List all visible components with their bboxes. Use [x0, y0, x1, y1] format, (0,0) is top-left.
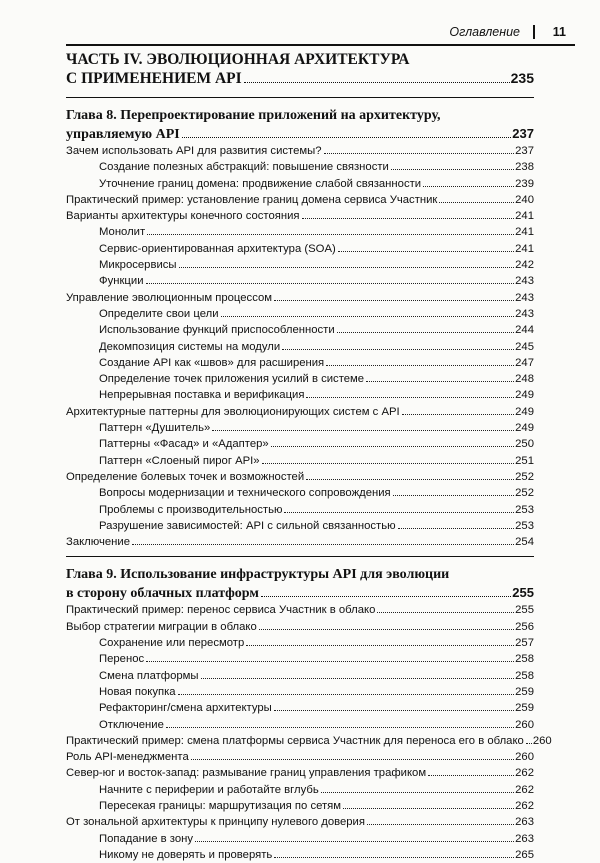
toc-entry-title: От зональной архитектуры к принципу нулевого доверия — [66, 816, 365, 829]
toc-entry-page: 257 — [515, 637, 534, 650]
part-separator-rule — [66, 97, 534, 98]
toc-entry[interactable] — [66, 257, 534, 273]
toc-entry[interactable] — [66, 159, 534, 175]
leader-dots — [282, 349, 514, 350]
toc-entry[interactable] — [66, 749, 534, 765]
toc-entry-page: 245 — [515, 340, 534, 353]
chapter-9-page: 255 — [512, 584, 534, 600]
toc-entry[interactable] — [66, 485, 534, 501]
leader-dots — [306, 397, 514, 398]
leader-dots — [526, 743, 532, 744]
toc-entry-title: Микросервисы — [99, 259, 177, 272]
toc-entry-page: 242 — [515, 259, 534, 272]
toc-entry-title: Новая покупка — [99, 685, 176, 698]
toc-entry-title: Монолит — [99, 226, 146, 239]
leader-dots — [191, 759, 514, 760]
toc-entry[interactable] — [66, 502, 534, 518]
leader-dots — [274, 857, 514, 858]
toc-entry[interactable] — [66, 619, 534, 635]
toc-entry[interactable] — [66, 208, 534, 224]
running-header — [0, 22, 600, 44]
leader-dots — [244, 82, 510, 83]
toc-entry[interactable] — [66, 143, 534, 159]
toc-entry-title: Уточнение границ домена: продвижение слабой связанности — [99, 177, 422, 190]
part-4-page: 235 — [510, 70, 534, 86]
toc-entry-title: Варианты архитектуры конечного состояния — [66, 210, 300, 223]
toc-entry-title: Практический пример: установление границ домена сервиса Участник — [66, 193, 438, 206]
toc-entry[interactable] — [66, 453, 534, 469]
leader-dots — [132, 544, 514, 545]
toc-entry-page: 256 — [515, 620, 534, 633]
toc-entry-title: Практический пример: смена платформы сервиса Участник для переноса его в облако — [66, 734, 524, 747]
toc-entry-page: 249 — [515, 389, 534, 402]
toc-entry-title: Паттерн «Душитель» — [99, 422, 211, 435]
toc-entry[interactable] — [66, 387, 534, 403]
part-4-title-line2: С ПРИМЕНЕНИЕМ API — [66, 70, 242, 87]
toc-entry[interactable] — [66, 534, 534, 550]
toc-entry-page: 248 — [515, 373, 534, 386]
toc-entry-page: 265 — [515, 848, 534, 861]
toc-entry-title: Рефакторинг/смена архитектуры — [99, 702, 272, 715]
toc-entry-title: Паттерны «Фасад» и «Адаптер» — [99, 438, 269, 451]
toc-entry[interactable] — [66, 668, 534, 684]
leader-dots — [284, 512, 514, 513]
leader-dots — [246, 645, 514, 646]
toc-entry[interactable] — [66, 241, 534, 257]
toc-entry[interactable] — [66, 176, 534, 192]
toc-entry-title: Архитектурные паттерны для эволюционирующих систем с API — [66, 405, 400, 418]
toc-entry-page: 250 — [515, 438, 534, 451]
leader-dots — [271, 446, 514, 447]
toc-entry[interactable] — [66, 798, 534, 814]
toc-entry-title: Функции — [99, 275, 144, 288]
toc-entry-page: 249 — [515, 405, 534, 418]
toc-entry-page: 262 — [515, 783, 534, 796]
leader-dots — [321, 792, 514, 793]
leader-dots — [195, 841, 514, 842]
toc-entry-title: Попадание в зону — [99, 832, 194, 845]
toc-entry-title: Смена платформы — [99, 669, 199, 682]
toc-entry-title: Вопросы модернизации и технического сопровождения — [99, 487, 391, 500]
toc-entry[interactable] — [66, 518, 534, 534]
leader-dots — [178, 694, 515, 695]
leader-dots — [393, 495, 514, 496]
toc-entry[interactable] — [66, 831, 534, 847]
leader-dots — [274, 710, 514, 711]
toc-entry-page: 249 — [515, 422, 534, 435]
toc-entry[interactable] — [66, 733, 552, 749]
toc-entry-page: 263 — [515, 816, 534, 829]
chapter-9-heading[interactable] — [66, 566, 534, 602]
leader-dots — [179, 267, 515, 268]
chapter-separator-rule — [66, 556, 534, 557]
header-rule — [66, 44, 575, 46]
toc-entry[interactable] — [66, 322, 534, 338]
leader-dots — [261, 596, 511, 597]
toc-entry[interactable] — [66, 651, 534, 667]
toc-entry-title: Создание API как «швов» для расширения — [99, 356, 325, 369]
toc-entry[interactable] — [66, 290, 534, 306]
header-section-title: Оглавление — [449, 25, 520, 39]
toc-entry[interactable] — [66, 306, 534, 322]
leader-dots — [221, 316, 515, 317]
leader-dots — [338, 251, 514, 252]
toc-entry[interactable] — [66, 273, 534, 289]
leader-dots — [166, 727, 514, 728]
toc-entry-page: 252 — [515, 487, 534, 500]
chapter-9-title-line2: в сторону облачных платформ — [66, 585, 259, 601]
leader-dots — [326, 365, 514, 366]
leader-dots — [146, 661, 514, 662]
leader-dots — [147, 234, 514, 235]
toc-entry[interactable] — [66, 700, 534, 716]
toc-entry-title: Сервис-ориентированная архитектура (SOA) — [99, 242, 336, 255]
toc-entry-page: 260 — [515, 751, 534, 764]
toc-entry-page: 241 — [515, 242, 534, 255]
leader-dots — [367, 824, 514, 825]
toc-entry-title: Никому не доверять и проверять — [99, 848, 273, 861]
leader-dots — [343, 808, 514, 809]
toc-entry-page: 247 — [515, 356, 534, 369]
toc-entry-title: Использование функций приспособленности — [99, 324, 335, 337]
chapter-8-title-line1: Глава 8. Перепроектирование приложений на архитектуру, — [66, 108, 441, 123]
toc-entry-title: Разрушение зависимостей: API с сильной связанностью — [99, 519, 396, 532]
toc-entry-title: Пересекая границы: маршрутизация по сетям — [99, 799, 342, 812]
leader-dots — [262, 463, 515, 464]
leader-dots — [366, 381, 514, 382]
header-page-number: 11 — [552, 25, 566, 39]
leader-dots — [398, 528, 515, 529]
toc-entry-page: 243 — [515, 307, 534, 320]
toc-entry[interactable] — [66, 404, 534, 420]
toc-entry-title: Паттерн «Слоеный пирог API» — [99, 454, 260, 467]
toc-entry-page: 262 — [515, 767, 534, 780]
chapter-8-page: 237 — [512, 125, 534, 141]
toc-entry-title: Выбор стратегии миграции в облако — [66, 620, 257, 633]
header-divider — [533, 25, 535, 39]
toc-entry-title: Сохранение или пересмотр — [99, 637, 245, 650]
toc-entry[interactable] — [66, 765, 534, 781]
chapter-8-entries — [66, 143, 534, 550]
toc-entry-title: Заключение — [66, 536, 130, 549]
toc-entry-title: Север-юг и восток-запад: размывание границ управления трафиком — [66, 767, 427, 780]
toc-entry-page: 262 — [515, 799, 534, 812]
leader-dots — [274, 300, 514, 301]
leader-dots — [324, 153, 515, 154]
toc-entry-title: Управление эволюционным процессом — [66, 291, 273, 304]
toc-entry-page: 259 — [515, 702, 534, 715]
toc-entry-page: 252 — [515, 470, 534, 483]
toc-entry[interactable] — [66, 684, 534, 700]
toc-entry[interactable] — [66, 814, 534, 830]
toc-entry-title: Проблемы с производительностью — [99, 503, 283, 516]
toc-entry-title: Отключение — [99, 718, 164, 731]
toc-entry-title: Непрерывная поставка и верификация — [99, 389, 305, 402]
toc-entry-title: Декомпозиция системы на модули — [99, 340, 281, 353]
toc-entry-page: 239 — [515, 177, 534, 190]
toc-entry[interactable] — [66, 847, 534, 863]
leader-dots — [259, 629, 514, 630]
toc-entry-page: 241 — [515, 210, 534, 223]
toc-entry[interactable] — [66, 469, 534, 485]
leader-dots — [377, 612, 514, 613]
toc-entry-page: 243 — [515, 291, 534, 304]
toc-entry-title: Перенос — [99, 653, 145, 666]
toc-entry-page: 251 — [515, 454, 534, 467]
toc-entry-page: 241 — [515, 226, 534, 239]
leader-dots — [182, 137, 512, 138]
toc-entry[interactable] — [66, 192, 534, 208]
toc-entry-title: Практический пример: перенос сервиса Участник в облако — [66, 604, 376, 617]
chapter-8-heading[interactable] — [66, 107, 534, 143]
toc-entry[interactable] — [66, 224, 534, 240]
toc-entry[interactable] — [66, 420, 534, 436]
leader-dots — [201, 678, 515, 679]
chapter-9-entries — [66, 602, 552, 863]
table-of-contents — [66, 50, 552, 863]
toc-entry[interactable] — [66, 371, 534, 387]
toc-entry-title: Роль API-менеджмента — [66, 751, 189, 764]
leader-dots — [306, 479, 514, 480]
leader-dots — [428, 775, 514, 776]
toc-entry-page: 240 — [515, 193, 534, 206]
leader-dots — [302, 218, 515, 219]
toc-entry-page: 258 — [515, 653, 534, 666]
toc-entry[interactable] — [66, 436, 534, 452]
toc-entry-page: 253 — [515, 519, 534, 532]
leader-dots — [337, 332, 515, 333]
toc-entry[interactable] — [66, 602, 534, 618]
toc-entry-page: 253 — [515, 503, 534, 516]
leader-dots — [146, 283, 515, 284]
toc-entry-title: Начните с периферии и работайте вглубь — [99, 783, 319, 796]
toc-entry-page: 258 — [515, 669, 534, 682]
toc-entry-page: 260 — [515, 718, 534, 731]
toc-entry[interactable] — [66, 339, 534, 355]
toc-entry-page: 244 — [515, 324, 534, 337]
toc-entry[interactable] — [66, 717, 534, 733]
toc-entry-title: Определите свои цели — [99, 307, 219, 320]
toc-entry-page: 254 — [515, 536, 534, 549]
chapter-8-title-line2: управляемую API — [66, 126, 180, 142]
leader-dots — [212, 430, 514, 431]
toc-entry-page: 259 — [515, 685, 534, 698]
leader-dots — [423, 186, 514, 187]
leader-dots — [391, 169, 514, 170]
toc-entry[interactable] — [66, 782, 534, 798]
toc-entry-title: Определение точек приложения усилий в системе — [99, 373, 365, 386]
toc-entry-page: 255 — [515, 604, 534, 617]
toc-entry-title: Определение болевых точек и возможностей — [66, 470, 305, 483]
toc-entry[interactable] — [66, 635, 534, 651]
part-4-title-line1: ЧАСТЬ IV. ЭВОЛЮЦИОННАЯ АРХИТЕКТУРА — [66, 51, 410, 68]
toc-entry-page: 243 — [515, 275, 534, 288]
part-4-heading[interactable] — [66, 50, 534, 88]
toc-entry-page: 238 — [515, 161, 534, 174]
toc-entry-title: Создание полезных абстракций: повышение связности — [99, 161, 389, 174]
toc-entry-page: 260 — [532, 734, 552, 747]
leader-dots — [439, 202, 514, 203]
toc-entry-page: 263 — [515, 832, 534, 845]
toc-entry-page: 237 — [515, 145, 534, 157]
chapter-9-title-line1: Глава 9. Использование инфраструктуры API для эволюции — [66, 567, 450, 583]
leader-dots — [402, 414, 514, 415]
toc-entry-title: Зачем использовать API для развития системы? — [66, 145, 322, 157]
toc-entry[interactable] — [66, 355, 534, 371]
